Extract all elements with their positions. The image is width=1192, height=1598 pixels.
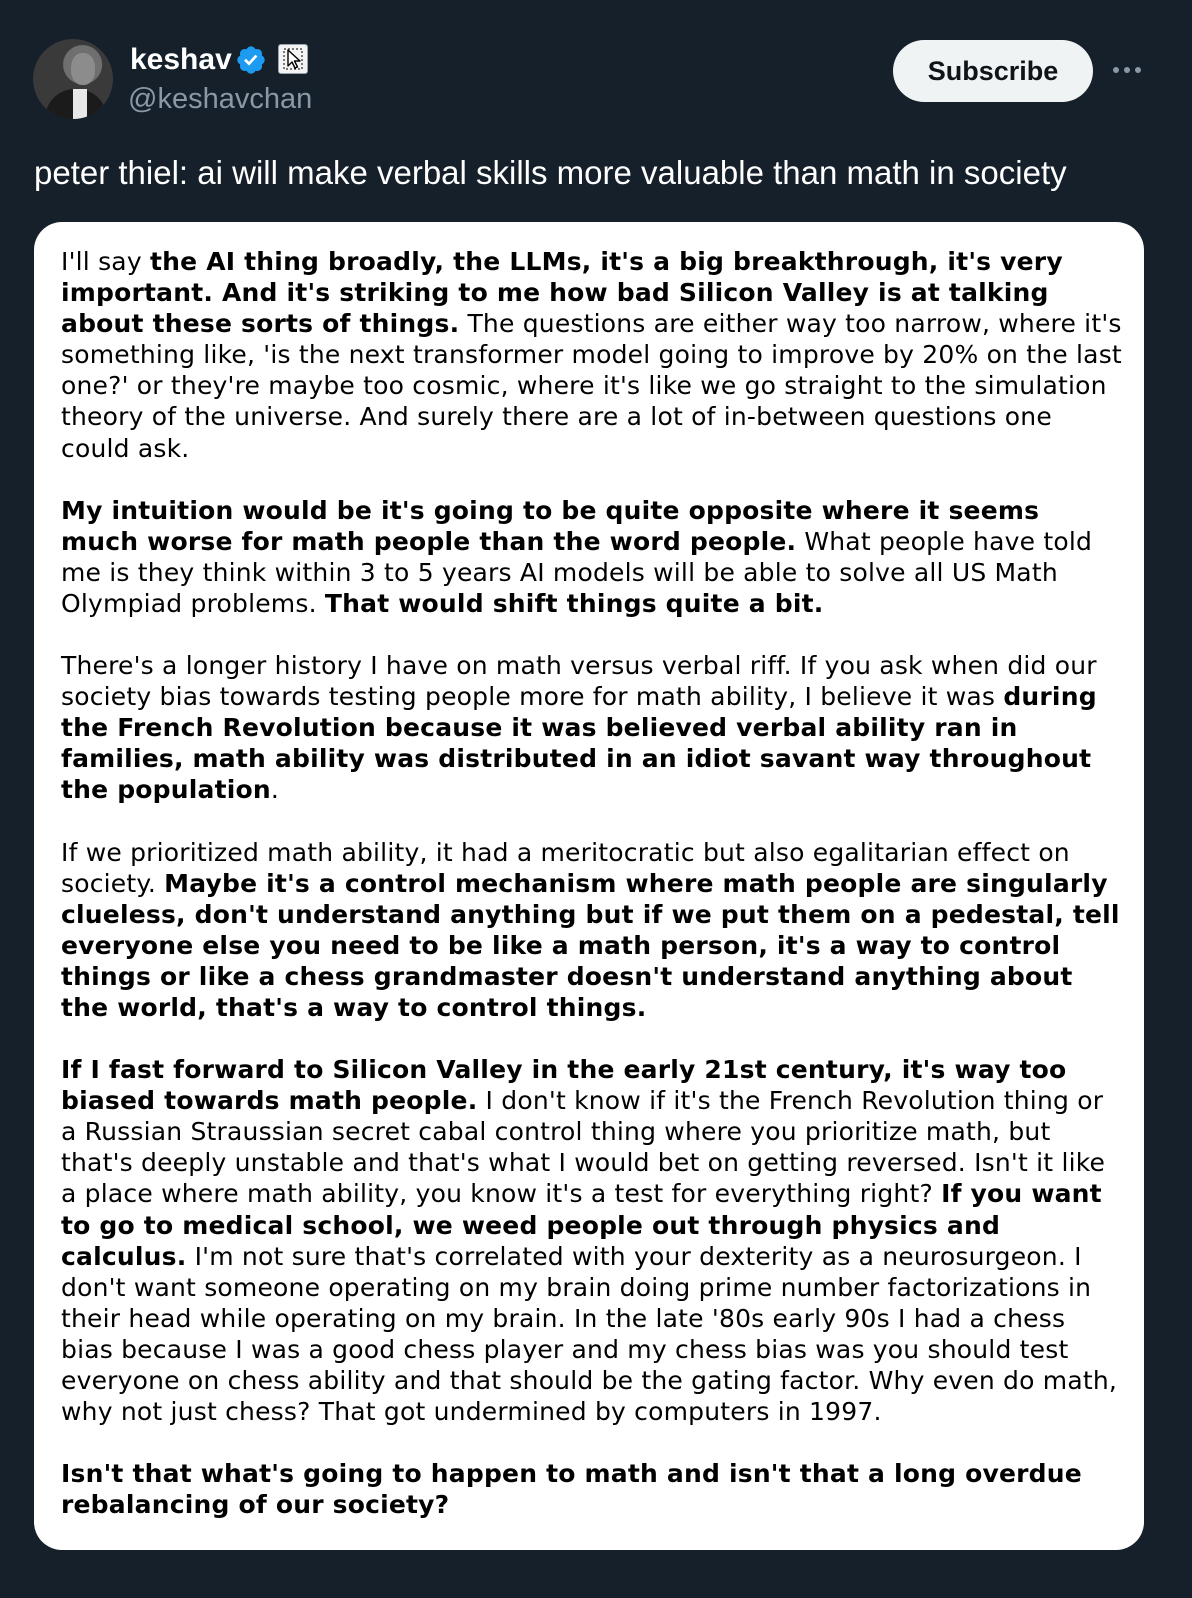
text-run: The questions are either way too narrow, where it's something like, 'is the next transformer model going to improve by 20% on the last one?' or they're maybe too cosmic, where it's like we go straight to the simulation theory of the universe. And surely there are a lot of in-between questions one could ask. (61, 309, 1122, 463)
text-run: I'm not sure that's correlated with your dexterity as a neurosurgeon. I don't want someone operating on my brain doing prime number factorizations in their head while operating on my brain. In the late '80s early 90s I had a chess bias because I was a good chess player and my chess bias was you should test everyone on chess ability and that should be the gating factor. Why even do math, why not just chess? That got undermined by computers in 1997. (61, 1241, 1118, 1427)
bold-text-run: My intuition would be it's going to be quite opposite where it seems much worse for math people than the word people. (61, 495, 1040, 556)
user-handle[interactable]: @keshavchan (128, 83, 313, 115)
cursor-badge-icon (278, 44, 308, 74)
quote-paragraph (61, 246, 1124, 464)
text-run: There's a longer history I have on math versus verbal riff. If you ask when did our society bias towards testing people more for math ability, I believe it was (61, 651, 1097, 712)
quote-paragraph (61, 1054, 1124, 1427)
quote-paragraph (61, 650, 1124, 805)
text-run: I don't know if it's the French Revolution thing or a Russian Straussian secret cabal control thing where you prioritize math, but that's deeply unstable and that's what I would bet on getting reversed. Isn't it like a place where math ability, you know it's a test for everything right? (61, 1086, 1106, 1209)
text-run: If we prioritized math ability, it had a meritocratic but also egalitarian effect on society. (61, 837, 1070, 898)
bold-text-run: If I fast forward to Silicon Valley in the early 21st century, it's way too biased towards math people. (61, 1055, 1067, 1116)
avatar[interactable] (33, 39, 113, 119)
text-run: I'll say (61, 247, 150, 276)
quote-paragraph (61, 1458, 1124, 1520)
text-run: . (270, 775, 280, 805)
quote-paragraph (61, 837, 1124, 1024)
subscribe-button[interactable]: Subscribe (893, 40, 1093, 102)
display-name[interactable]: keshav (130, 43, 232, 76)
text-run: What people have told me is they think within 3 to 5 years AI models will be able to solve all US Math Olympiad problems. (61, 526, 1093, 618)
bold-text-run: the AI thing broadly, the LLMs, it's a big breakthrough, it's very important. And it's striking to me how bad Silicon Valley is at talking about these sorts of things. (61, 247, 1063, 339)
bold-text-run: Isn't that what's going to happen to math and isn't that a long overdue rebalancing of our society? (61, 1459, 1082, 1520)
verified-badge-icon (235, 44, 267, 76)
bold-text-run: during the French Revolution because it was believed verbal ability ran in families, math ability was distributed in an idiot savant way throughout the population (61, 682, 1097, 805)
bold-text-run: That would shift things quite a bit. (324, 588, 824, 618)
quote-paragraph (61, 495, 1124, 619)
bold-text-run: Maybe it's a control mechanism where math people are singularly clueless, don't understand anything but if we put them on a pedestal, tell everyone else you need to be like a math person, it's a way to control things or like a chess grandmaster doesn't understand anything about the world, that's a way to control things. (61, 868, 1120, 1022)
bold-text-run: If you want to go to medical school, we weed people out through physics and calculus. (61, 1179, 1102, 1271)
quote-image-card[interactable] (34, 222, 1144, 1550)
tweet-text: peter thiel: ai will make verbal skills more valuable than math in society (34, 154, 1067, 191)
more-horizontal-icon[interactable] (1110, 60, 1144, 80)
